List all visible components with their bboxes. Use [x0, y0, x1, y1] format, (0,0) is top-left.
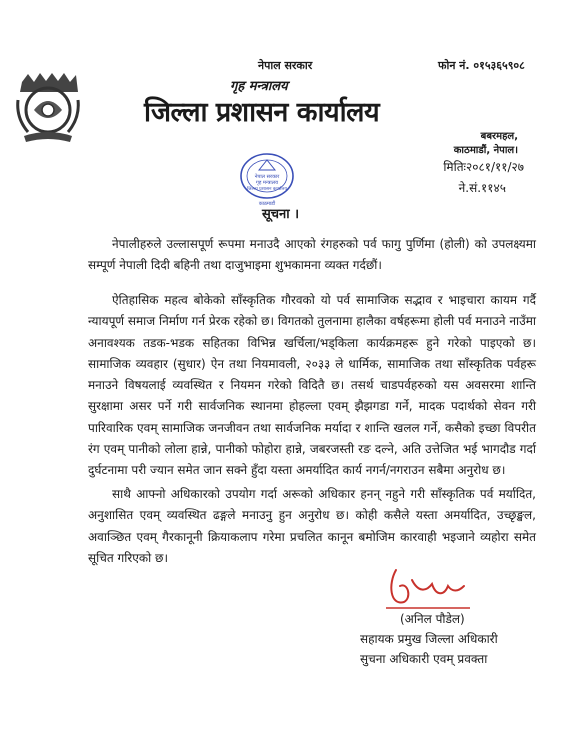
notice-paragraph-1: नेपालीहरुले उल्लासपूर्ण रूपमा मनाउदै आएको रंगहरुको पर्व फागु पुर्णिमा (होली) को उपलक्ष्यमा सम्पूर्ण नेपाली दिदी बहिनी तथा दाजुभाइमा शुभकामना व्यक्त गर्दछौं।: [88, 237, 536, 273]
ministry-name: गृह मन्त्रालय: [230, 79, 288, 94]
svg-text:जिल्ला प्रशासन कार्यालय: जिल्ला प्रशासन कार्यालय: [247, 187, 287, 192]
address-line-2: काठमाडौं, नेपाल।: [453, 145, 518, 156]
nepal-sambat-ref: ने.सं.११४५: [458, 181, 506, 195]
nepal-emblem-icon: [14, 70, 82, 146]
notice-paragraph-2: ऐतिहासिक महत्व बोकेको साँस्कृतिक गौरवको यो पर्व सामाजिक सद्भाव र भाइचारा कायम गर्दै न्यायपूर्ण समाज निर्माण गर्न प्रेरक रहेको छ। विगतको तुलनामा हालैका वर्षहरूमा होली पर्व मनाउने नाउँमा अनावश्यक तडक-भडक सहितका विभिन्न खर्चिला/भड्किला कार्यक्रमहरू हुने गरेको पाइएको छ। सामाजिक व्यवहार (सुधार) ऐन तथा नियमावली, २०३३ ले धार्मिक, सामाजिक तथा साँस्कृतिक पर्वहरू मनाउने विषयलाई व्यवस्थित र नियमन गरेको विदितै छ। तसर्थ चाडपर्वहरुको यस अवसरमा शान्ति सुरक्षामा असर पर्ने गरी सार्वजनिक स्थानमा होहल्ला एवम् झैझगडा गर्ने, मादक पदार्थको सेवन गरी पारिवारिक एवम् सामाजिक जनजीवन तथा सार्वजनिक मर्यादा र शान्ति खलल गर्ने, कसैको इच्छा विपरीत रंग एवम् पानीको लोला हान्ने, पानीको फोहोरा हान्ने, जबरजस्ती रङ दल्ने, अति उत्तेजित भई भागदौड गर्दा दुर्घटनामा परी ज्यान समेत जान सक्ने हुँदा यस्ता अमर्यादित कार्य नगर्न/नगराउन सबैमा अनुरोध छ।: [88, 293, 536, 478]
svg-text:गृह मन्त्रालय: गृह मन्त्रालय: [255, 180, 279, 186]
office-name: जिल्ला प्रशासन कार्यालय: [144, 97, 380, 128]
svg-text:नेपाल सरकार: नेपाल सरकार: [254, 174, 280, 180]
signatory-role: सुचना अधिकारी एवम् प्रवक्ता: [360, 652, 488, 666]
office-seal: [232, 148, 302, 208]
notice-paragraph-3: साथै आफ्नो अधिकारको उपयोग गर्दा अरूको अधिकार हनन् नहुने गरी साँस्कृतिक पर्व मर्यादित, अनुशासित एवम् व्यवस्थित ढङ्गले मनाउनु हुन अनुरोध छ। कोही कसैले यस्ता अमर्यादित, उच्छृङ्खल, अवाञ्छित एवम् गैरकानूनी क्रियाकलाप गरेमा प्रचलित कानून बमोजिम कारवाही भइजाने व्यहोरा समेत सूचित गरिएको छ।: [88, 487, 536, 565]
phone-number: फोन नं. ०१५३६५९०८: [438, 59, 525, 72]
signature: [382, 562, 474, 614]
signatory-designation: सहायक प्रमुख जिल्ला अधिकारी: [360, 632, 498, 646]
svg-text:काठमाडौं: काठमाडौं: [258, 201, 276, 207]
government-name: नेपाल सरकार: [258, 59, 313, 72]
address-line-1: बबरमहल,: [480, 131, 518, 142]
notice-title: सूचना ।: [262, 207, 300, 222]
signatory-name: (अनिल पौडेल): [400, 612, 465, 626]
date: मितिः२०८१/११/२७: [443, 160, 524, 174]
